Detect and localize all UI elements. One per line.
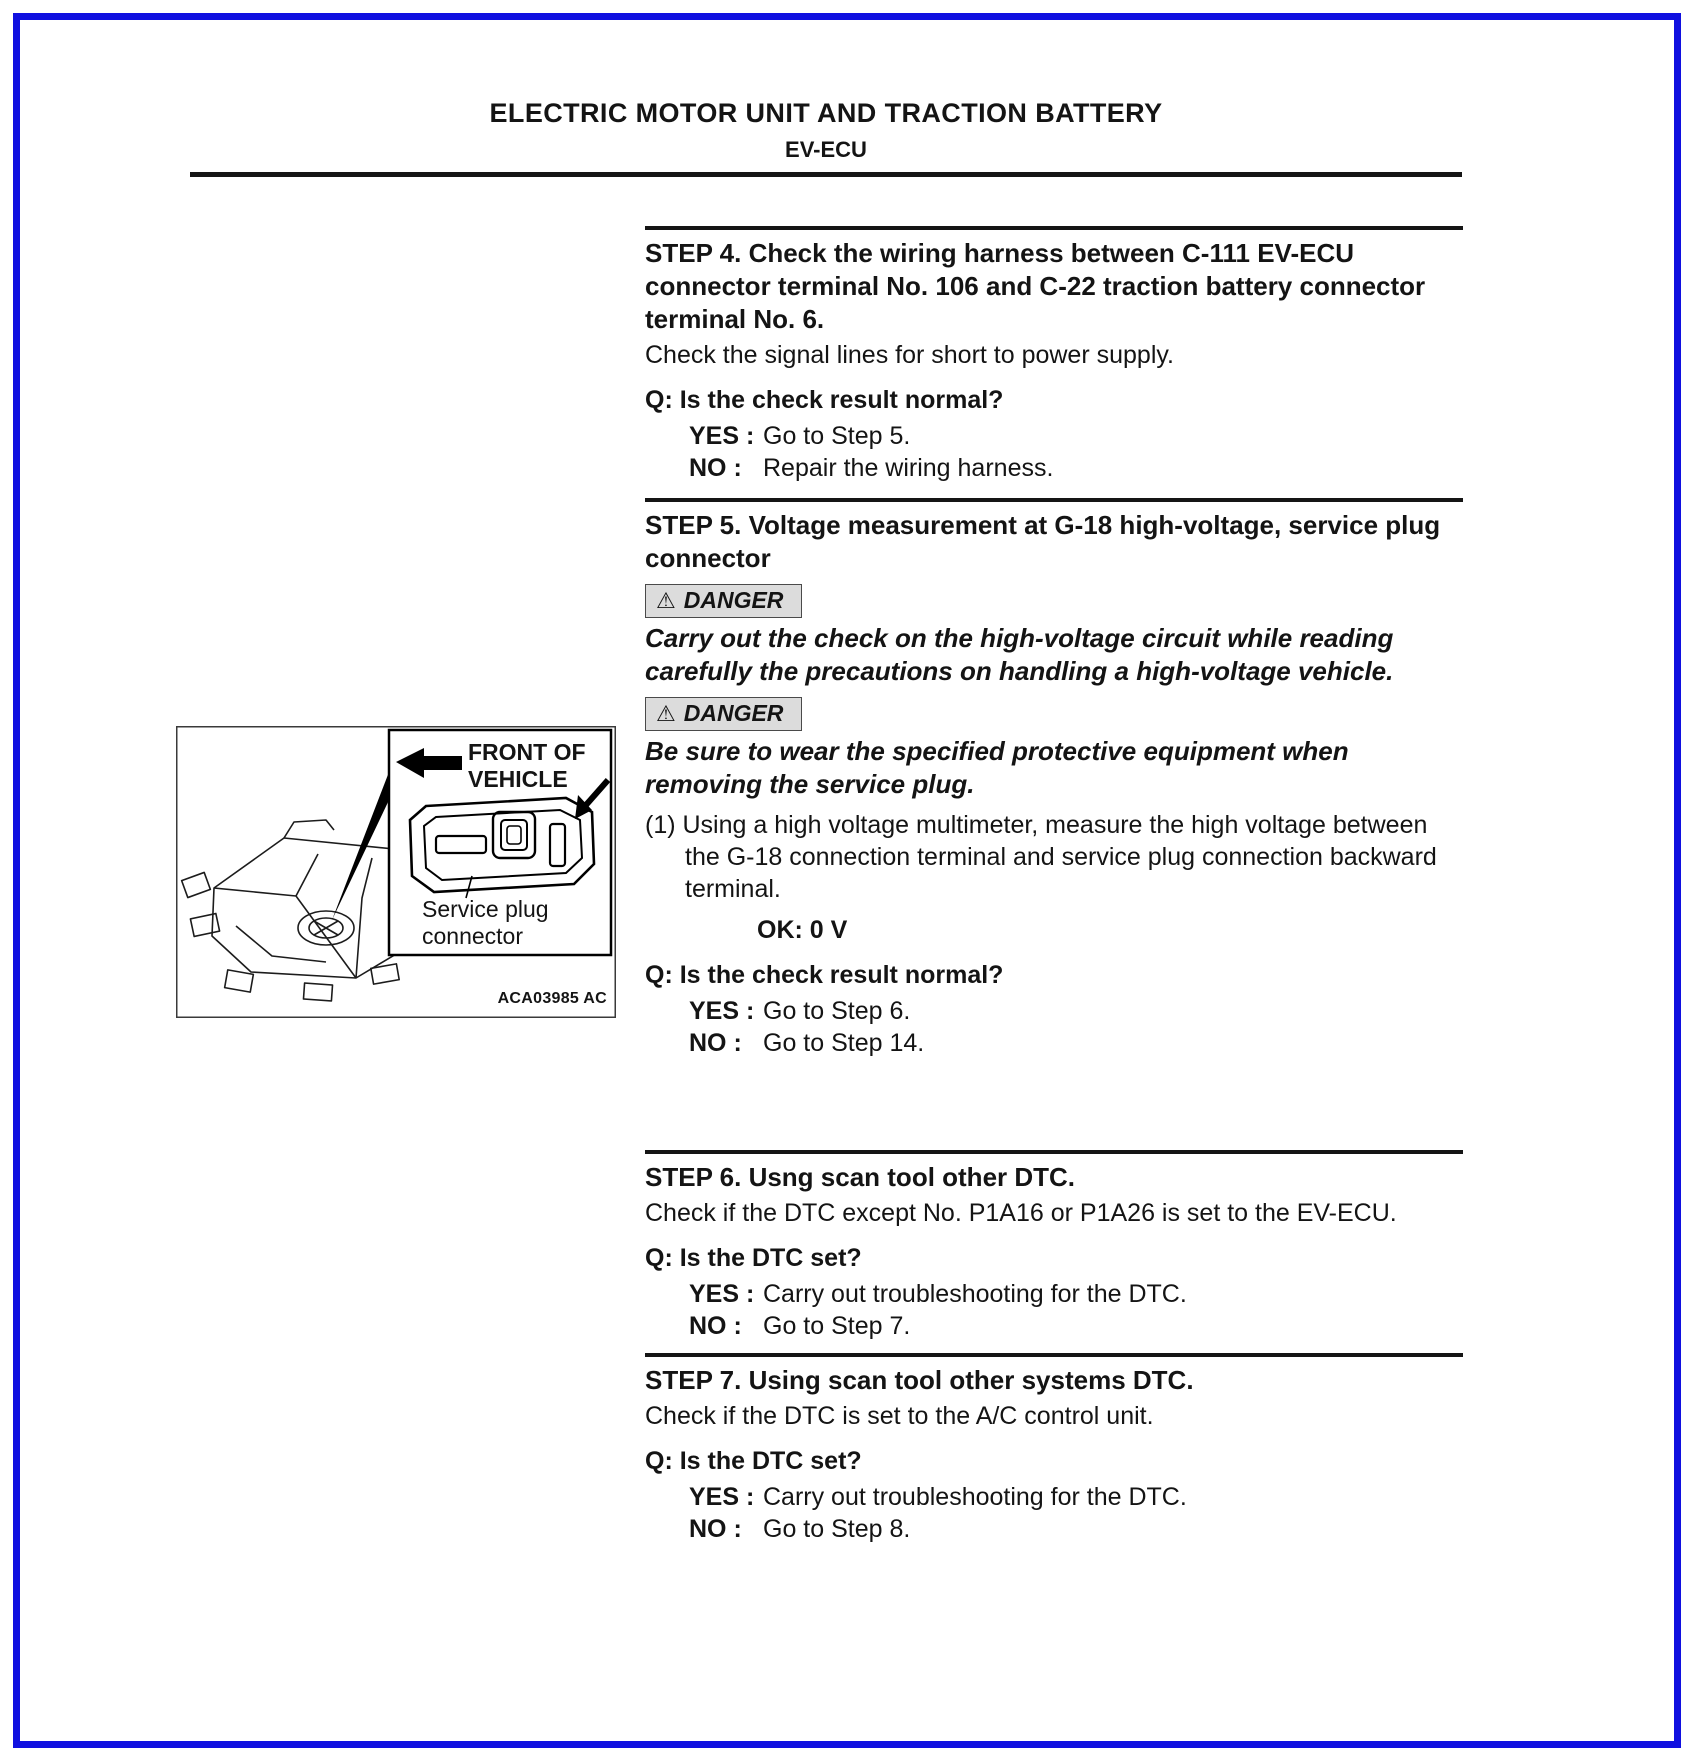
yes-label: YES : — [689, 997, 755, 1025]
page-header — [190, 98, 1462, 163]
yes-row — [689, 1481, 1463, 1513]
no-label: NO : — [689, 1312, 742, 1340]
callout-pointer — [332, 772, 389, 920]
step-6-answers — [645, 1278, 1463, 1342]
step-6-body: Check if the DTC except No. P1A16 or P1A26 is set to the EV-ECU. — [645, 1199, 1397, 1227]
step-5-ok-value: OK: 0 V — [757, 916, 848, 944]
step-5-section — [645, 498, 1463, 1150]
no-text: Go to Step 7. — [763, 1312, 911, 1340]
step-5-answers — [645, 995, 1463, 1059]
step-7-question: Q: Is the DTC set? — [645, 1447, 862, 1475]
step-7-answers — [645, 1481, 1463, 1545]
no-text: Go to Step 8. — [763, 1515, 911, 1543]
step-4-answers — [645, 420, 1463, 484]
step-7-section — [645, 1353, 1463, 1585]
yes-label: YES : — [689, 1483, 755, 1511]
yes-label: YES : — [689, 1280, 755, 1308]
yes-row — [689, 420, 1463, 452]
service-plug-figure — [176, 726, 616, 1018]
page-subtitle: EV-ECU — [785, 137, 867, 162]
step-7-body: Check if the DTC is set to the A/C control unit. — [645, 1402, 1154, 1430]
no-row — [689, 452, 1463, 484]
no-text: Repair the wiring harness. — [763, 454, 1054, 482]
page-title: ELECTRIC MOTOR UNIT AND TRACTION BATTERY — [489, 98, 1163, 128]
service-plug-connector-label: Service plug connector — [422, 896, 549, 949]
step-5-question: Q: Is the check result normal? — [645, 961, 1004, 989]
yes-label: YES : — [689, 422, 755, 450]
danger-label: DANGER — [683, 700, 784, 726]
step-6-title: STEP 6. Usng scan tool other DTC. — [645, 1162, 1076, 1192]
danger-box — [645, 584, 802, 618]
no-label: NO : — [689, 1029, 742, 1057]
no-label: NO : — [689, 454, 742, 482]
step-6-section — [645, 1150, 1463, 1353]
yes-row — [689, 1278, 1463, 1310]
yes-row — [689, 995, 1463, 1027]
yes-text: Go to Step 5. — [763, 422, 911, 450]
header-rule — [190, 172, 1462, 177]
step-7-title: STEP 7. Using scan tool other systems DTC. — [645, 1365, 1194, 1395]
figure-code: ACA03985 AC — [497, 990, 607, 1007]
step-4-title: STEP 4. Check the wiring harness between C-111 EV-ECU connector terminal No. 106 and C-22 traction battery connector terminal No. 6. — [645, 238, 1426, 334]
step-5-instruction-1: (1) Using a high voltage multimeter, measure the high voltage between the G-18 connection terminal and service plug connection backward terminal. — [645, 811, 1437, 903]
step-4-section — [645, 226, 1463, 498]
no-text: Go to Step 14. — [763, 1029, 925, 1057]
step-4-body: Check the signal lines for short to power supply. — [645, 341, 1174, 369]
step-6-question: Q: Is the DTC set? — [645, 1244, 862, 1272]
yes-text: Carry out troubleshooting for the DTC. — [763, 1483, 1187, 1511]
procedure-steps — [645, 226, 1463, 1585]
warning-triangle-icon: ⚠ — [656, 701, 676, 726]
step-5-danger-text-2: Be sure to wear the specified protective equipment when removing the service plug. — [645, 736, 1349, 799]
no-row — [689, 1310, 1463, 1342]
step-4-question: Q: Is the check result normal? — [645, 386, 1004, 414]
front-of-vehicle-label: FRONT OF VEHICLE — [468, 739, 586, 792]
no-row — [689, 1513, 1463, 1545]
warning-triangle-icon: ⚠ — [656, 588, 676, 613]
yes-text: Go to Step 6. — [763, 997, 911, 1025]
danger-box — [645, 697, 802, 731]
step-5-danger-text-1: Carry out the check on the high-voltage circuit while reading carefully the precautions on handling a high-voltage vehicle. — [645, 623, 1394, 686]
danger-label: DANGER — [683, 587, 784, 613]
no-label: NO : — [689, 1515, 742, 1543]
step-5-title: STEP 5. Voltage measurement at G-18 high-voltage, service plug connector — [645, 510, 1441, 573]
no-row — [689, 1027, 1463, 1059]
yes-text: Carry out troubleshooting for the DTC. — [763, 1280, 1187, 1308]
